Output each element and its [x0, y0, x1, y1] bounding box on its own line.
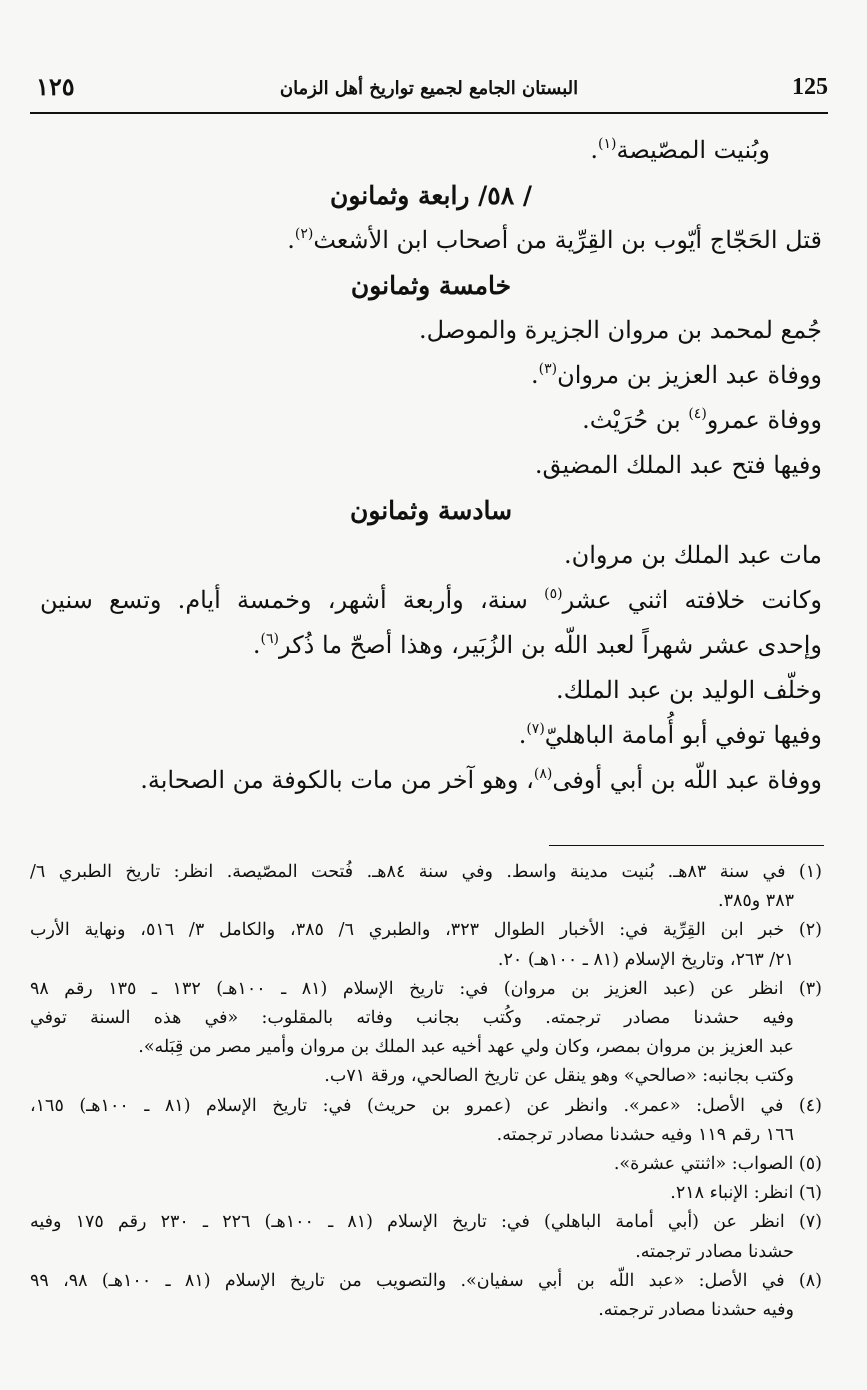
text-line: ووفاة عمرو$^{(٤)}$ بن حُرَيْث.	[582, 406, 822, 434]
footnotes	[30, 858, 822, 1325]
footnote-7: (٧) انظر عن (أبي أمامة الباهلي) في: تاريخ الإسلام (٨١ ـ ١٠٠هـ) ٢٢٦ ـ ٢٣٠ رقم ١٧٥ وفيه	[30, 1212, 822, 1233]
footnote-8: (٨) في الأصل: «عبد اللّه بن أبي سفيان». والتصويب من تاريخ الإسلام (٨١ ـ ١٠٠هـ) ٩٨، ٩٩	[30, 1270, 822, 1291]
text-line: وفيها توفي أبو أُمامة الباهليّ$^{(٧)}$.	[518, 721, 822, 749]
book-title: البستان الجامع لجميع تواريخ أهل الزمان	[279, 78, 579, 99]
text-line: وخلّف الوليد بن عبد الملك.	[555, 676, 822, 704]
footnote-ref: (٧)	[526, 721, 545, 737]
footnote-ref: (٦)	[260, 631, 279, 647]
year-heading-86: سادسة وثمانون	[349, 496, 513, 525]
text-line: وإحدى عشر شهراً لعبد اللّه بن الزُبَير، وهذا أصحّ ما ذُكر$^{(٦)}$.	[252, 631, 822, 659]
footnote-7-cont: حشدنا مصادر ترجمته.	[635, 1241, 794, 1262]
footnote-ref: (٣)	[538, 361, 558, 377]
footnote-8-cont: وفيه حشدنا مصادر ترجمته.	[598, 1300, 794, 1321]
text-line: ووفاة عبد اللّه بن أبي أوفى$^{(٨)}$، وهو آخر من مات بالكوفة من الصحابة.	[140, 766, 822, 794]
footnote-3: (٣) انظر عن (عبد العزيز بن مروان) في: تاريخ الإسلام (٨١ ـ ١٠٠هـ) ١٣٢ ـ ١٣٥ رقم ٩٨	[30, 978, 822, 999]
footnote-ref: (٨)	[533, 766, 553, 782]
footnote-1: (١) في سنة ٨٣هـ. بُنيت مدينة واسط. وفي سنة ٨٤هـ. فُتحت المصّيصة. انظر: تاريخ الطبري ٦/	[30, 862, 822, 882]
footnote-3-cont: عبد العزيز بن مروان بمصر، وكان ولي عهد أخيه عبد الملك بن مروان وأمير مصر من قِبَله».	[138, 1037, 794, 1058]
footnote-4: (٤) في الأصل: «عمر». وانظر عن (عمرو بن حريث) في: تاريخ الإسلام (٨١ ـ ١٠٠هـ) ١٦٥،	[30, 1095, 822, 1116]
year-heading-84: / ٥٨/ رابعة وثمانون	[329, 181, 532, 210]
page-number-arabic: ١٢٥	[36, 72, 75, 101]
footnote-1-cont: ٣٨٣ و٣٨٥.	[718, 891, 794, 912]
text-line: قتل الحَجّاج أيّوب بن القِرِّية من أصحاب ابن الأشعث$^{(٢)}$.	[287, 226, 822, 254]
text-line: وبُنيت المصّيصة$^{(١)}$.	[590, 136, 770, 164]
page-number-latin: 125	[792, 74, 828, 100]
footnote-separator	[549, 845, 824, 846]
footnote-3-cont: وكتب بجانبه: «صالحي» وهو ينقل عن تاريخ الصالحي، ورقة ٧١ب.	[324, 1066, 794, 1087]
footnote-4-cont: ١٦٦ رقم ١١٩ وفيه حشدنا مصادر ترجمته.	[496, 1124, 794, 1145]
text-line: جُمع لمحمد بن مروان الجزيرة والموصل.	[419, 316, 822, 344]
text-line: وفيها فتح عبد الملك المضيق.	[534, 451, 822, 479]
footnote-ref: (١)	[597, 136, 617, 152]
footnote-3-cont: وفيه حشدنا مصادر ترجمته. وكُتب بجانب وفاته بالمقلوب: «في هذه السنة توفي	[30, 1008, 794, 1029]
footnote-ref: (٢)	[294, 226, 314, 242]
text-line: ووفاة عبد العزيز بن مروان$^{(٣)}$.	[531, 361, 822, 389]
main-text	[40, 128, 822, 803]
footnote-2-cont: ٢١/ ٢٦٣، وتاريخ الإسلام (٨١ ـ ١٠٠هـ) ٢٠.	[497, 949, 794, 970]
footnote-2: (٢) خبر ابن القِرِّية في: الأخبار الطوال ٣٢٣، والطبري ٦/ ٣٨٥، والكامل ٣/ ٥١٦، ونهاية الأرب	[30, 920, 822, 941]
text-line: وكانت خلافته اثني عشر$^{(٥)}$ سنة، وأربعة أشهر، وخمسة أيام. وتسع سنين	[40, 586, 822, 614]
footnote-ref: (٥)	[544, 586, 563, 602]
footnote-6: (٦) انظر: الإنباء ٢١٨.	[670, 1183, 822, 1204]
text-line: مات عبد الملك بن مروان.	[563, 541, 822, 569]
footnote-ref: (٤)	[688, 406, 707, 422]
footnote-5: (٥) الصواب: «اثنتي عشرة».	[613, 1154, 822, 1175]
header-rule	[30, 112, 828, 114]
running-header	[30, 68, 828, 108]
year-heading-85: خامسة وثمانون	[350, 271, 512, 300]
